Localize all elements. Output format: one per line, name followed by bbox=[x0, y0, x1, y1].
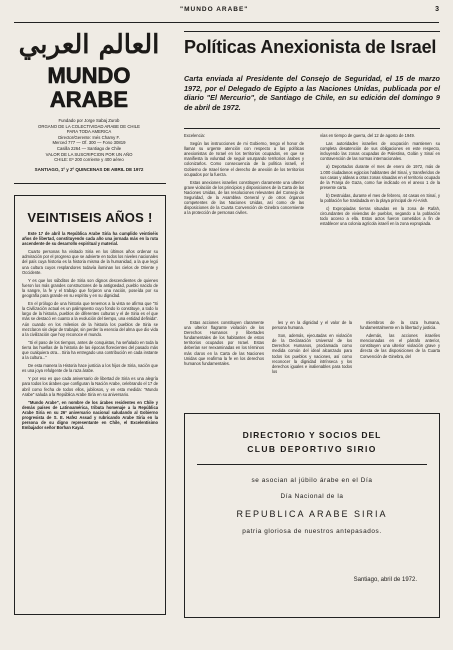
paragraph: Estas anexiones israelíes constituyen claramente una ulterior grave violación de los principios y disposiciones de la Carta de las Naciones Unidas, de las resoluciones relevantes del Consejo de Seguridad, de la Asamblea General y de otros órganos competentes de las Naciones Unidas, así como de las disposiciones de la Cuarta Convención de Ginebra concerniente a la protección de personas civiles. bbox=[184, 179, 304, 216]
notice-rule bbox=[197, 464, 427, 465]
masthead-title: MUNDO ARABE bbox=[47, 63, 131, 112]
masthead-info bbox=[14, 118, 164, 163]
anniversary-article-body bbox=[22, 231, 158, 430]
masthead-info-line: VALOR DE LA SUSCRIPCION POR UN AÑO bbox=[45, 151, 133, 157]
main-article-column-2 bbox=[320, 133, 440, 230]
main-article-lede: Carta enviada al Presidente del Consejo de Seguridad, el 15 de marzo 1972, por el Delegado de Egipto a las Naciones Unidas, publicada por el diario "El Mercurio", de Santiago de Chile, en su edición del domingo 9 de abril de 1972. bbox=[184, 74, 440, 112]
paragraph: Estas acciones constituyen claramente una ulterior flagrante violación de los Derechos Humanos y libertades fundamentales de los habitantes de estos territorios ocupados por Israel. Estas deberían ser reexaminadas en los términos más claros en la Carta de las Naciones Unidas que reafirma la fe en los derechos humanos fundamentales. bbox=[184, 320, 264, 366]
page-number: 3 bbox=[435, 6, 439, 13]
paragraph: b) Destruidas, durante el mes de febrero, 44 casas en Sinaí, y la población fue trasladada en la playa principal de Al-Arish. bbox=[320, 192, 440, 204]
anniversary-article-title: VEINTISEIS AÑOS ! bbox=[27, 210, 153, 225]
paragraph: Según las instrucciones de mi Gobierno, tengo el honor de llamar su urgente atención con respecto a las políticas anexionistas de Israel en los territorios ocupados, en que se manifiesta la voluntad de seguir usurpando territorios árabes y colonizarlos. Como consecuencia de la política israelí, el Gobierno de Israel tiene el derecho de anexión de los territorios ocupados por la fuerza. bbox=[184, 141, 304, 177]
paragraph: miembros de la raza humana, fundamentalmente en la libertad y justicia. bbox=[360, 320, 440, 331]
masthead bbox=[14, 30, 164, 172]
paragraph: De esta manera la Historia hace justicia a los hijos de Siria, nación que es una joya refulgente de la raza árabe. bbox=[22, 363, 158, 374]
paragraph: a) Deportados durante el mes de enero de 1972, más de 1.000 ciudadanos egipcios habitantes del Sinaí, y transferidos de sus casas y aldeas a otras zonas situadas en el territorio ocupado de la Franja de Gaza, como fue indicado en el anexo 1 de la presente carta. bbox=[320, 164, 440, 190]
paragraph: Este 17 de abril la República Arabe Siria ha cumplido veintiséis años de libertad, constituyendo cada año una jornada más en la ruta ascendente de su desarrollo espiritual y material. bbox=[22, 231, 158, 247]
paragraph: "Mundo Arabe", en nombre de los árabes residentes en Chile y demás países de Latinoamérica, tributa homenaje a la República Arabe Siria en su 26º aniversario nacional saludando al Gobierno progresista de S. E. Hafez Assad y rubricando Arabe Siria en la persona de su digno representante en Chile, el Excelentísimo Embajador señor Borhan Kayal. bbox=[22, 399, 158, 431]
anniversary-article-box bbox=[14, 195, 166, 615]
main-article-column-1 bbox=[184, 133, 304, 218]
paragraph: vías en tiempo de guerra, del 12 de agosto de 1949. bbox=[320, 133, 415, 138]
masthead-info-line: Director/Gerente: Inés Chamy F. bbox=[58, 134, 120, 140]
issue-date: SANTIAGO, 1º y 2º QUINCENAS DE ABRIL DE 1972 bbox=[34, 166, 144, 172]
masthead-rule bbox=[14, 183, 166, 184]
paragraph: Las autoridades israelíes de ocupación mantienen su completa desatención de sus obligaciones en este respecto, incluyendo las zonas ocupadas de Palestina, Golán y Sinaí en contravención de las normas internacionales. bbox=[320, 141, 440, 162]
paragraph: les y en la dignidad y el valor de la persona humana. bbox=[272, 320, 352, 331]
notice-heading-line-1: DIRECTORIO Y SOCIOS DEL bbox=[242, 430, 382, 440]
main-article-columns bbox=[184, 133, 440, 313]
paragraph: "Si el paso de los tiempos, antes de conquistas, ha señalado en toda la tierra las huellas de la historia de las épocas florecientes del pasado más que cualquiera otra... Siria ha entregado una contribución en cada instante a la cultura..." bbox=[22, 339, 158, 361]
paragraph: c) Expropiadas tierras situadas en la zona de Rafah, circundantes de viviendas de pueblos, segando a la población todo acceso a ella. Estos actos fueron cometidos a fin de establecer una colonia agrícola israelí en la zona expropiada. bbox=[320, 206, 440, 227]
paragraph: Cuarto personas ha visitado Siria en los últimos años ordenar su admiración por el progreso que se advierte en todos los niveles nacionales del país cuya historia es la historia misma de la humanidad, a la que legó una cultura cuyos resplandores todavía iluminan los cielos de Oriente y Occidente. bbox=[22, 249, 158, 275]
main-article-column-3a bbox=[184, 320, 264, 369]
masthead-info-line: Merced 777 — Of. 300 — Fono 30819 bbox=[52, 140, 126, 146]
notice-heading-line-2: CLUB DEPORTIVO SIRIO bbox=[247, 444, 377, 454]
paragraph: Excelencia: bbox=[184, 133, 205, 138]
notice-signature: Santiago, abril de 1972. bbox=[353, 577, 417, 583]
masthead-info-line: PARA TODA AMERICA bbox=[66, 129, 112, 135]
notice-text-line: se asocian al júbilo árabe en el Día bbox=[251, 477, 373, 484]
masthead-arabic-logo: العالم العربي bbox=[18, 30, 160, 60]
paragraph: Además, las acciones israelíes mencionadas en el párrafo anterior, constituyen una ulterior violación grave y directa de las disposiciones de la Cuarta Convención de Ginebra, del bbox=[360, 333, 440, 359]
notice-text-line: Día Nacional de la bbox=[280, 493, 344, 500]
main-article-column-3b bbox=[272, 320, 352, 377]
running-head-title: "MUNDO ARABE" bbox=[180, 6, 249, 13]
main-article-column-3c bbox=[360, 320, 440, 362]
notice-country-name: REPUBLICA ARABE SIRIA bbox=[236, 509, 388, 519]
paragraph: En el prólogo de una historia que tenemos a la vista se afirma que "Si la Civilización actual es un palimpsesto cuyo fondo lo constituye, a todo lo largo de la historia, pueblos de diferentes culturas y el de Siria es el que más se destacó en cuanto a la evolución del tiempo, una entidad definida". Aún cuando en los milenios de la historia los pueblos de Siria se mezclaron sin dejar de trabajar, sin perder la esencia del alma que dio vida a la civilización que hoy reconoce el mundo. bbox=[22, 301, 158, 337]
paragraph: Y es que los súbditos de Siria son dignos descendientes de quienes fueron los más grandes constructores de la antigüedad, pueblo nacido de la sangre, la fe y el trabajo que forjaron una nación, poseída por su geografía para grande en su espíritu y en su dignidad. bbox=[22, 277, 158, 299]
main-article-title: Políticas Anexionista de Israel bbox=[184, 37, 437, 57]
lede-rule bbox=[184, 128, 440, 129]
notice-text-line: patria gloriosa de nuestros antepasados. bbox=[242, 528, 382, 535]
club-notice-box bbox=[184, 413, 440, 618]
masthead-info-line: Fundado por Jorge Sabaj Zurob bbox=[58, 118, 120, 123]
top-rule bbox=[14, 22, 439, 23]
paragraph: Y por eso es que cada aniversario de libertad de Siria es una alegría para todos los árabes que configuran la Nación Arabe, celebrando el 17 de abril como fecha de todos ellos, jubilosos, y en esta medida: "Mundo Arabe" saluda a la República Arabe Siria en su aniversario. bbox=[22, 376, 158, 397]
paragraph: Son, además, ejecutadas en violación de la Declaración Universal de los Derechos Humanos, proclamada como medida común del ideal alcanzado para todos los pueblos y naciones, así como reconocer la dignidad intrínseca y los derechos iguales e inalienables para todos los bbox=[272, 333, 352, 374]
masthead-info-line: Casilla 2264 — Santiago de Chile bbox=[56, 145, 122, 151]
running-head bbox=[0, 6, 453, 18]
masthead-info-line: ORGANO DE LA COLECTIVIDAD ARABE DE CHILE bbox=[38, 123, 140, 129]
masthead-info-line: CHILE: Eº 200 corriente y 400 aéreo bbox=[54, 157, 124, 163]
headline-rule-top bbox=[184, 31, 440, 32]
